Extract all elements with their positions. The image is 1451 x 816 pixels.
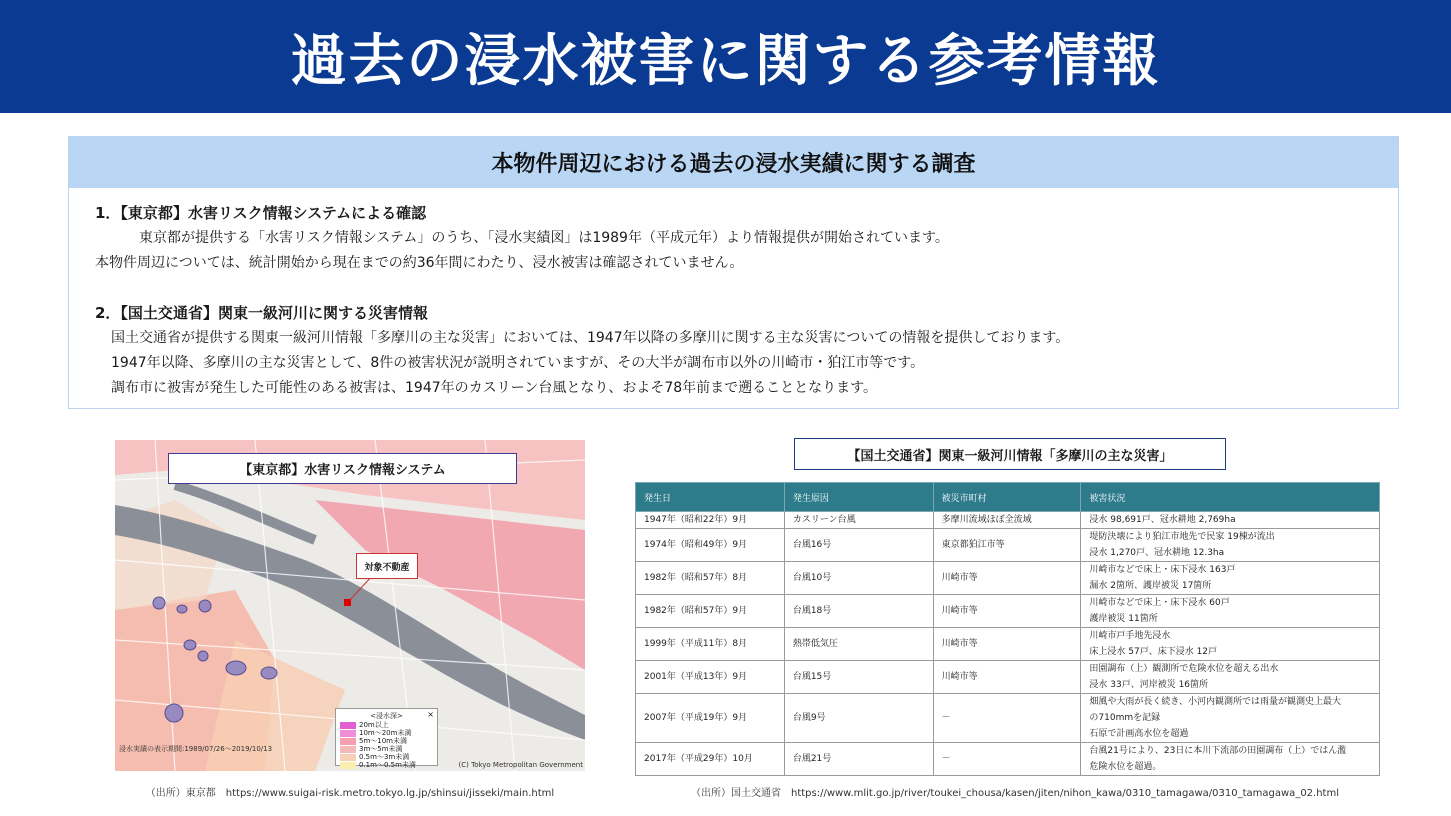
survey-body (69, 188, 1398, 401)
cell-cause: 台風9号 (784, 694, 933, 743)
table-row (636, 529, 1380, 562)
survey-heading: 本物件周辺における過去の浸水実績に関する調査 (491, 152, 976, 177)
cell-area: 川崎市等 (933, 628, 1081, 661)
flood-depth-legend (335, 708, 438, 769)
cell-area: － (933, 743, 1081, 776)
legend-swatch (340, 754, 356, 761)
table-row (636, 743, 1380, 776)
table-source-note: （出所）国土交通省 https://www.mlit.go.jp/river/toukei_chousa/kasen/jiten/nihon_kawa/0310_tamagawa/0310_tamagawa_02.html (690, 788, 1339, 799)
col-header-cause: 発生原因 (784, 483, 933, 512)
table-row (636, 562, 1380, 595)
survey-panel (68, 136, 1399, 409)
cell-cause: 熱帯低気圧 (784, 628, 933, 661)
cell-date: 1982年（昭和57年）9月 (636, 595, 785, 628)
legend-item: 10m〜20m未満 (340, 729, 433, 737)
legend-swatch (340, 738, 356, 745)
cell-damage: 川崎市戸手地先浸水 床上浸水 57戸、床下浸水 12戸 (1081, 628, 1380, 661)
cell-date: 1947年（昭和22年）9月 (636, 512, 785, 529)
cell-date: 1999年（平成11年）8月 (636, 628, 785, 661)
map-source-note: （出所）東京都 https://www.suigai-risk.metro.tokyo.lg.jp/shinsui/jisseki/main.html (145, 788, 555, 799)
cell-damage: 川崎市などで床上・床下浸水 163戸 漏水 2箇所、護岸被災 17箇所 (1081, 562, 1380, 595)
cell-date: 2001年（平成13年）9月 (636, 661, 785, 694)
cell-cause: 台風15号 (784, 661, 933, 694)
cell-damage: 台風21号により、23日に本川下流部の田園調布（上）ではん濫 危険水位を超過。 (1081, 743, 1380, 776)
map-label: 【東京都】水害リスク情報システム (168, 453, 517, 484)
section1-line2: 本物件周辺については、統計開始から現在までの約36年間にわたり、浸水被害は確認されていません。 (95, 255, 744, 271)
cell-date: 1982年（昭和57年）8月 (636, 562, 785, 595)
table-header-row (636, 483, 1380, 512)
survey-heading-bar (69, 137, 1398, 188)
col-header-date: 発生日 (636, 483, 785, 512)
table-row (636, 628, 1380, 661)
cell-area: 川崎市等 (933, 562, 1081, 595)
map-copyright: (C) Tokyo Metropolitan Government (458, 761, 583, 769)
cell-area: 川崎市等 (933, 661, 1081, 694)
legend-swatch (340, 762, 356, 769)
legend-swatch (340, 746, 356, 753)
legend-item: 3m〜5m未満 (340, 745, 433, 753)
cell-damage: 堤防決壊により狛江市地先で民家 19棟が流出 浸水 1,270戸、冠水耕地 12.3ha (1081, 529, 1380, 562)
legend-item: 0.1m〜0.5m未満 (340, 761, 433, 769)
legend-item: 5m〜10m未満 (340, 737, 433, 745)
cell-damage: 川崎市などで床上・床下浸水 60戸 護岸被災 11箇所 (1081, 595, 1380, 628)
cell-date: 2017年（平成29年）10月 (636, 743, 785, 776)
table-row (636, 512, 1380, 529)
table-row (636, 595, 1380, 628)
cell-area: 川崎市等 (933, 595, 1081, 628)
col-header-damage: 被害状況 (1081, 483, 1380, 512)
property-callout: 対象不動産 (356, 553, 418, 579)
page-title: 過去の浸水被害に関する参考情報 (290, 28, 1161, 94)
legend-close-icon[interactable]: × (427, 710, 434, 719)
legend-swatch (340, 730, 356, 737)
cell-cause: 台風16号 (784, 529, 933, 562)
cell-date: 2007年（平成19年）9月 (636, 694, 785, 743)
legend-item: 0.5m〜3m未満 (340, 753, 433, 761)
cell-damage: 畑風や大雨が長く続き、小河内観測所では雨量が観測史上最大 の710mmを記録 石原で計画高水位を超過 (1081, 694, 1380, 743)
cell-area: 東京都狛江市等 (933, 529, 1081, 562)
cell-date: 1974年（昭和49年）9月 (636, 529, 785, 562)
page-header (0, 0, 1451, 113)
col-header-area: 被災市町村 (933, 483, 1081, 512)
cell-area: 多摩川流域ほぼ全流域 (933, 512, 1081, 529)
table-row (636, 694, 1380, 743)
flood-map (115, 440, 585, 771)
section1-title: 1．【東京都】水害リスク情報システムによる確認 (95, 204, 427, 222)
section2-title: 2．【国土交通省】関東一級河川に関する災害情報 (95, 304, 428, 322)
cell-damage: 田園調布（上）観測所で危険水位を超える出水 浸水 33戸、河岸被災 16箇所 (1081, 661, 1380, 694)
map-period-text: 浸水実績の表示期間:1989/07/26〜2019/10/13 (119, 745, 273, 753)
section2-line3: 調布市に被害が発生した可能性のある被害は、1947年のカスリーン台風となり、およそ78年前まで遡ることとなります。 (111, 380, 878, 396)
cell-cause: カスリーン台風 (784, 512, 933, 529)
legend-title: <浸水深> (370, 712, 403, 720)
table-row (636, 661, 1380, 694)
section2-line2: 1947年以降、多摩川の主な災害として、8件の被害状況が説明されていますが、その大半が調布市以外の川崎市・狛江市等です。 (111, 355, 925, 371)
cell-cause: 台風21号 (784, 743, 933, 776)
legend-item: 20m以上 (340, 721, 433, 729)
table-label: 【国土交通省】関東一級河川情報「多摩川の主な災害」 (794, 438, 1226, 470)
cell-damage: 浸水 98,691戸、冠水耕地 2,769ha (1081, 512, 1380, 529)
section2-line1: 国土交通省が提供する関東一級河川情報「多摩川の主な災害」においては、1947年以降の多摩川に関する主な災害についての情報を提供しております。 (111, 330, 1070, 346)
disaster-table (635, 482, 1380, 776)
cell-area: － (933, 694, 1081, 743)
legend-swatch (340, 722, 356, 729)
cell-cause: 台風10号 (784, 562, 933, 595)
section1-line1: 東京都が提供する「水害リスク情報システム」のうち、「浸水実績図」は1989年（平成元年）より情報提供が開始されています。 (139, 230, 949, 246)
cell-cause: 台風18号 (784, 595, 933, 628)
